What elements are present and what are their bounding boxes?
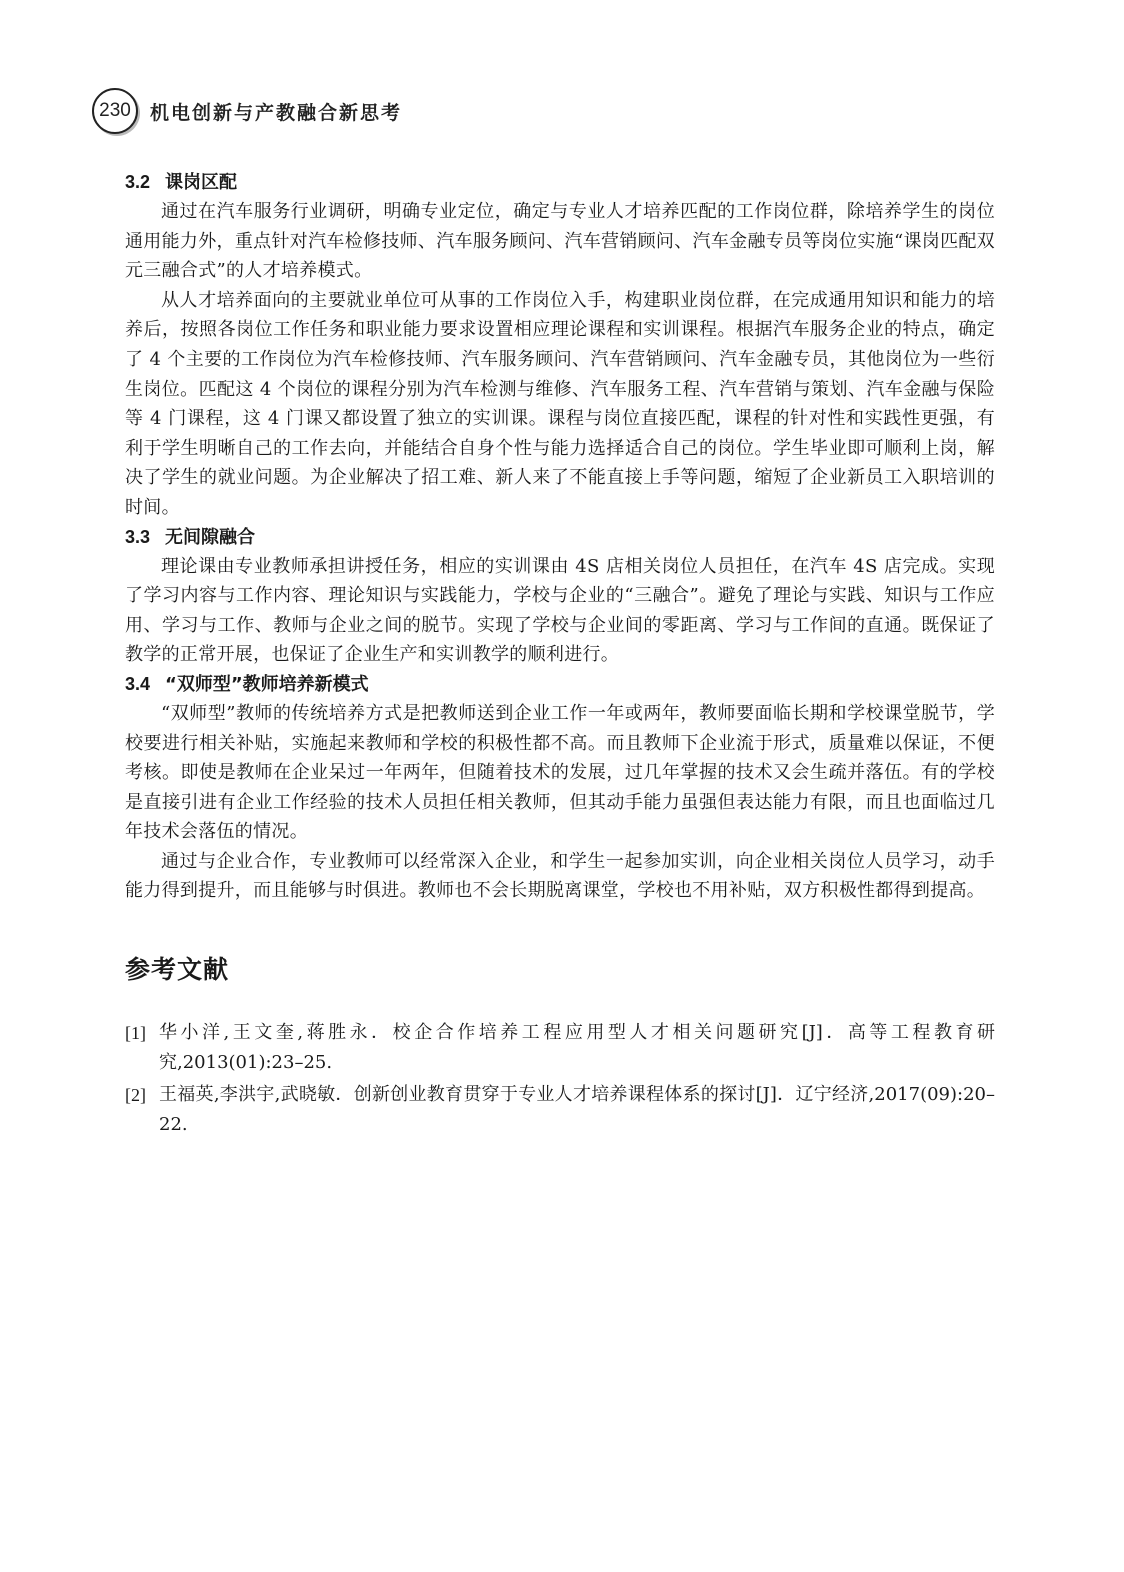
references-title: 参考文献: [125, 955, 230, 985]
page-number-badge: 230: [92, 88, 138, 134]
section-heading: [125, 168, 995, 197]
paragraph: “双师型”教师的传统培养方式是把教师送到企业工作一年或两年，教师要面临长期和学校课堂脱节，学校要进行相关补贴，实施起来教师和学校的积极性都不高。而且教师下企业流于形式，质量难以保证，不便考核。即使是教师在企业呆过一年两年，但随着技术的发展，过几年掌握的技术又会生疏并落伍。有的学校是直接引进有企业工作经验的技术人员担任相关教师，但其动手能力虽强但表达能力有限，而且也面临过几年技术会落伍的情况。: [125, 702, 995, 843]
section-number: 3.3: [125, 526, 151, 547]
section-3-4: [125, 670, 995, 906]
reference-number: [1]: [125, 1023, 146, 1044]
paragraph: 通过与企业合作，专业教师可以经常深入企业，和学生一起参加实训，向企业相关岗位人员学习，动手能力得到提升，而且能够与时俱进。教师也不会长期脱离课堂，学校也不用补贴，双方积极性都得到提高。: [125, 850, 995, 902]
references: [125, 950, 995, 1140]
page-body: [125, 168, 995, 1142]
section-number: 3.2: [125, 172, 151, 192]
page-header: [92, 86, 402, 136]
reference-item: [125, 1018, 995, 1078]
book-title: 机电创新与产教融合新思考: [150, 101, 403, 124]
reference-item: [125, 1080, 995, 1140]
paragraph: 理论课由专业教师承担讲授任务，相应的实训课由 4S 店相关岗位人员担任，在汽车 4S 店完成。实现了学习内容与工作内容、理论知识与实践能力，学校与企业的“三融合”。避免了理论与实践、知识与工作应用、学习与工作、教师与企业之间的脱节。实现了学校与企业间的零距离、学习与工作间的直通。既保证了教学的正常开展，也保证了企业生产和实训教学的顺利进行。: [125, 555, 995, 666]
paragraph: 从人才培养面向的主要就业单位可从事的工作岗位入手，构建职业岗位群，在完成通用知识和能力的培养后，按照各岗位工作任务和职业能力要求设置相应理论课程和实训课程。根据汽车服务企业的特点，确定了 4 个主要的工作岗位为汽车检修技师、汽车服务顾问、汽车营销顾问、汽车金融专员，其他岗位为一些衍生岗位。匹配这 4 个岗位的课程分别为汽车检测与维修、汽车服务工程、汽车营销与策划、汽车金融与保险等 4 门课程，这 4 门课又都设置了独立的实训课。课程与岗位直接匹配，课程的针对性和实践性更强，有利于学生明晰自己的工作去向，并能结合自身个性与能力选择适合自己的岗位。学生毕业即可顺利上岗，解决了学生的就业问题。为企业解决了招工难、新人来了不能直接上手等问题，缩短了企业新员工入职培训的时间。: [125, 289, 995, 518]
section-3-2: [125, 168, 995, 523]
section-heading: [125, 523, 995, 552]
paragraph: 通过在汽车服务行业调研，明确专业定位，确定与专业人才培养匹配的工作岗位群，除培养学生的岗位通用能力外，重点针对汽车检修技师、汽车服务顾问、汽车营销顾问、汽车金融专员等岗位实施“课岗匹配双元三融合式”的人才培养模式。: [125, 201, 995, 282]
section-title: 无间隙融合: [165, 526, 255, 548]
section-3-3: [125, 523, 995, 670]
section-number: 3.4: [125, 673, 151, 694]
reference-text: 王福英,李洪宇,武晓敏．创新创业教育贯穿于专业人才培养课程体系的探讨[J]．辽宁经济,2017(09):20–22.: [159, 1084, 995, 1136]
section-heading: [125, 670, 995, 699]
reference-number: [2]: [125, 1085, 146, 1106]
section-title: 课岗区配: [165, 172, 237, 193]
reference-text: 华小洋,王文奎,蒋胜永．校企合作培养工程应用型人才相关问题研究[J]．高等工程教育研究,2013(01):23–25.: [159, 1022, 995, 1074]
section-title: “双师型”教师培养新模式: [165, 673, 369, 695]
